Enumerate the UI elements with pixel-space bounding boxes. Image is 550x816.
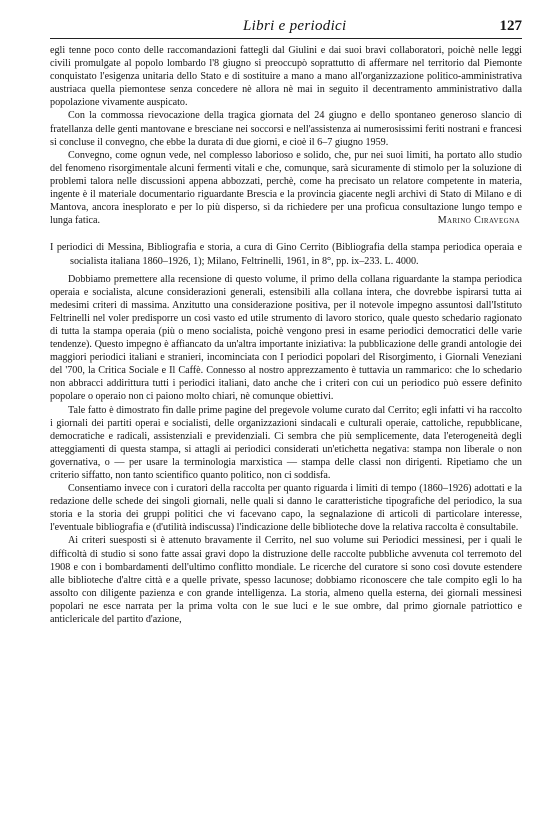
paragraph: Con la commossa rievocazione della tragica giornata del 24 giugno e dello spontaneo generoso slancio di fratellanza delle genti mantovane e bresciane nei soccorsi e nell'assistenza ai numerosissimi feriti nostrani e francesi si concluse il convegno, che ebbe la durata di due giorni, e cioè il 6–7 giugno 1959. [50,110,522,148]
second-review [50,241,522,626]
page-header [50,18,522,39]
reviewer-signature: Marino Ciravegna [437,215,520,227]
first-review-ending [50,44,522,227]
page-body [50,44,522,626]
section-gap [50,227,522,241]
paragraph: Tale fatto è dimostrato fin dalle prime pagine del pregevole volume curato dal Cerrito; egli infatti vi ha raccolto i giornali dei partiti operai e socialisti, delle organizzazioni sindacali e culturali operaie, cattoliche, repubblicane, democratiche e radicali, assistenziali e previdenziali. Ci sembra che più semplicemente, data l'eterogeneità degli atteggiamenti di questa stampa, si attagli ai periodici considerati un'etichetta negativa: stampa non liberale o non governativa, o — per usare la terminologia marxistica — stampa delle classi non dirigenti. Ripetiamo che un criterio siffatto, non tanto scientifico quanto politico, non ci soddisfa. [50,404,522,481]
paragraph: Convegno, come ognun vede, nel complesso laborioso e solido, che, pur nei suoi limiti, ha portato allo studio del fenomeno risorgimentale alcuni fermenti vitali e che, comunque, sarà sicuramente di stimolo per la soluzione di problemi talora nelle discussioni appena abbozzati, perchè, come ha precisato un relatore competente in materia, ingente è il materiale documentario riguardante Brescia e la provincia giacente negli archivi di Stato di Milano e di Mantova, ancora inesplorato e per lo più disperso, sì da richiedere per una proficua consultazione lungo tempo e lunga fatica. [50,149,522,227]
paragraph: Ai criteri suesposti si è attenuto bravamente il Cerrito, nel suo volume sui Periodici messinesi, per i quali le difficoltà di studio si sono fatte assai gravi dopo la distruzione delle raccolte pubbliche avvenuta col terremoto del 1908 e con i bombardamenti dell'ultimo conflitto mondiale. Le ricerche del curatore si sono così dovute estendere alle biblioteche d'altre città e a quelle private, spesso lacunose; dobbiamo riconoscere che tale compito egli lo ha assolto con diligente pazienza e con grande intelligenza. La storia, almeno quella esterna, dei giornali messinesi popolari ne esce narrata per la prima volta con le sue luci e le sue ombre, dal primo giornale patriottico e anticlericale del partito d'azione, [50,535,522,626]
running-title: Libri e periodici [243,18,347,34]
bibliographic-citation: I periodici di Messina, Bibliografia e storia, a cura di Gino Cerrito (Bibliografia della stampa periodica operaia e socialista italiana 1860–1926, 1); Milano, Feltrinelli, 1961, in 8°, pp. ix–233. L. 4000. [50,242,522,267]
paragraph: egli tenne poco conto delle raccomandazioni fattegli dal Giulini e dai suoi bravi collaboratori, poichè nelle leggi civili promulgate al popolo lombardo l'8 giugno si preoccupò soprattutto di affermare nel territorio dal Piemonte conquistato l'esigenza unitaria dello Stato e di sostituire a mano a mano all'organizzazione politico-amministrativa austriaca quella piemontese senza concedere nè allora nè mai in seguito il decentramento amministrativo dalla popolazione vivamente auspicato. [50,45,522,109]
paragraph: Consentiamo invece con i curatori della raccolta per quanto riguarda i limiti di tempo (1860–1926) adottati e la redazione delle schede dei singoli giornali, nelle quali si danno le caratteristiche tipografiche del periodico, la sua storia e la storia dei gruppi politici che vi facevano capo, la segnalazione di articoli di particolare interesse, l'eventuale bibliografia e (d'utilità indiscussa) l'indicazione delle biblioteche dove la relativa raccolta è consultabile. [50,483,522,534]
page-number: 127 [499,18,522,34]
paragraph: Dobbiamo premettere alla recensione di questo volume, il primo della collana riguardante la stampa periodica operaia e socialista, alcune considerazioni generali, estensibili alla collana intera, che dovrebbe ispirarsi tutta ai medesimi criteri di massima. Anzitutto una considerazione positiva, per il notevole impegno assuntosi dall'Istituto Feltrinelli nel voler predisporre un così vasto ed utile strumento di lavoro storico, quale questo schedario ragionato di tutta la stampa operaia (più o meno socialista, poichè vengono presi in esame periodici democratici delle varie tendenze). Questo impegno è affiancato da un'altra importante iniziativa: la pubblicazione delle grandi antologie dei maggiori periodici italiani e stranieri, incominciata con I periodici popolari del Risorgimento, i Giornali Veneziani del '700, la Critica Sociale e Il Caffè. Connesso al nostro apprezzamento è tuttavia un rammarico: che lo schedario non abbracci addirittura tutti i periodici italiani, dato anche che i criteri con cui un periodico può essere definito popolare o operaio non ci paiono molto chiari, nè comunque obiettivi. [50,273,522,403]
